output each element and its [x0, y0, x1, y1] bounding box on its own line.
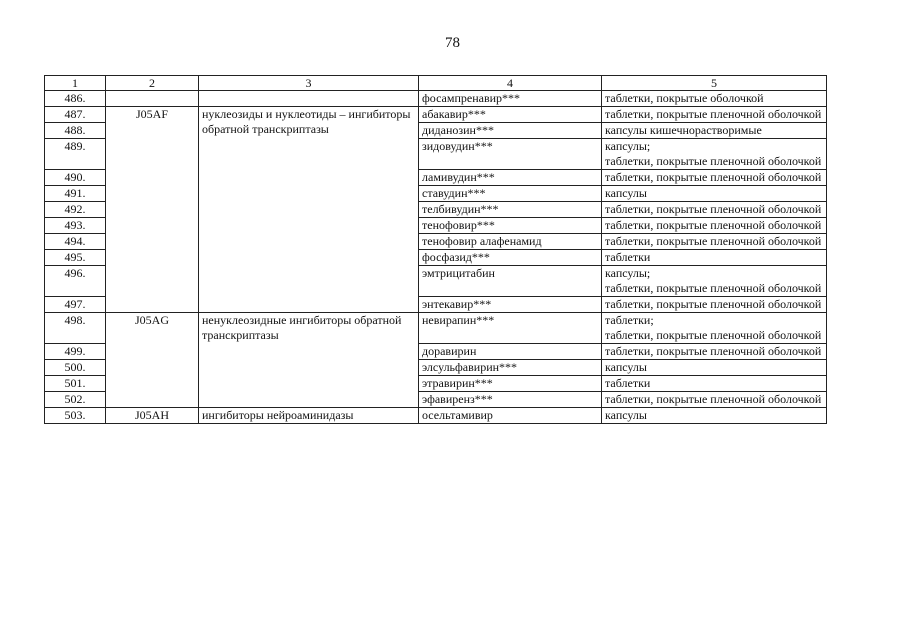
dosage-form: капсулы; таблетки, покрытые пленочной оболочкой: [602, 139, 827, 170]
row-number: 500.: [45, 360, 106, 376]
row-number: 493.: [45, 218, 106, 234]
dosage-form: таблетки, покрытые пленочной оболочкой: [602, 202, 827, 218]
drug-name: энтекавир***: [419, 297, 602, 313]
table-row: [45, 107, 827, 123]
row-number: 501.: [45, 376, 106, 392]
dosage-form: капсулы: [602, 186, 827, 202]
drug-name: зидовудин***: [419, 139, 602, 170]
atc-group: [199, 91, 419, 107]
dosage-form: таблетки: [602, 376, 827, 392]
row-number: 491.: [45, 186, 106, 202]
row-number: 502.: [45, 392, 106, 408]
drug-name: осельтамивир: [419, 408, 602, 424]
drug-name: диданозин***: [419, 123, 602, 139]
row-number: 489.: [45, 139, 106, 170]
row-number: 487.: [45, 107, 106, 123]
column-header-atc-group: 3: [199, 76, 419, 91]
atc-code: [106, 91, 199, 107]
atc-code: J05AG: [106, 313, 199, 408]
row-number: 494.: [45, 234, 106, 250]
row-number: 488.: [45, 123, 106, 139]
column-header-number: 1: [45, 76, 106, 91]
table-row: [45, 91, 827, 107]
drug-name: тенофовир алафенамид: [419, 234, 602, 250]
atc-group: ингибиторы нейроаминидазы: [199, 408, 419, 424]
drug-name: тенофовир***: [419, 218, 602, 234]
dosage-form: таблетки; таблетки, покрытые пленочной оболочкой: [602, 313, 827, 344]
atc-group: нуклеозиды и нуклеотиды – ингибиторы обратной транскриптазы: [199, 107, 419, 313]
table-row: [45, 313, 827, 344]
dosage-form: капсулы: [602, 360, 827, 376]
drug-name: ставудин***: [419, 186, 602, 202]
drug-name: ламивудин***: [419, 170, 602, 186]
dosage-form: таблетки, покрытые оболочкой: [602, 91, 827, 107]
dosage-form: таблетки, покрытые пленочной оболочкой: [602, 170, 827, 186]
dosage-form: таблетки, покрытые пленочной оболочкой: [602, 234, 827, 250]
row-number: 492.: [45, 202, 106, 218]
dosage-form: капсулы: [602, 408, 827, 424]
dosage-form: таблетки: [602, 250, 827, 266]
column-header-drug-name: 4: [419, 76, 602, 91]
dosage-form: таблетки, покрытые пленочной оболочкой: [602, 392, 827, 408]
table-header-row: [45, 76, 827, 91]
atc-code: J05AH: [106, 408, 199, 424]
atc-group: ненуклеозидные ингибиторы обратной транскриптазы: [199, 313, 419, 408]
drug-name: эмтрицитабин: [419, 266, 602, 297]
dosage-form: таблетки, покрытые пленочной оболочкой: [602, 297, 827, 313]
row-number: 503.: [45, 408, 106, 424]
dosage-form: таблетки, покрытые пленочной оболочкой: [602, 344, 827, 360]
drug-name: фосфазид***: [419, 250, 602, 266]
drug-name: телбивудин***: [419, 202, 602, 218]
drug-name: эфавиренз***: [419, 392, 602, 408]
drug-name: доравирин: [419, 344, 602, 360]
drug-name: невирапин***: [419, 313, 602, 344]
page-number: 78: [445, 35, 460, 51]
row-number: 499.: [45, 344, 106, 360]
dosage-form: капсулы кишечнорастворимые: [602, 123, 827, 139]
column-header-dosage-form: 5: [602, 76, 827, 91]
drug-name: абакавир***: [419, 107, 602, 123]
dosage-form: таблетки, покрытые пленочной оболочкой: [602, 107, 827, 123]
column-header-atc-code: 2: [106, 76, 199, 91]
table-row: [45, 408, 827, 424]
drug-name: элсульфавирин***: [419, 360, 602, 376]
drug-name: фосампренавир***: [419, 91, 602, 107]
row-number: 495.: [45, 250, 106, 266]
row-number: 486.: [45, 91, 106, 107]
row-number: 497.: [45, 297, 106, 313]
drug-name: этравирин***: [419, 376, 602, 392]
row-number: 498.: [45, 313, 106, 344]
dosage-form: капсулы; таблетки, покрытые пленочной оболочкой: [602, 266, 827, 297]
atc-code: J05AF: [106, 107, 199, 313]
drug-list-table: [44, 75, 827, 424]
dosage-form: таблетки, покрытые пленочной оболочкой: [602, 218, 827, 234]
row-number: 490.: [45, 170, 106, 186]
row-number: 496.: [45, 266, 106, 297]
